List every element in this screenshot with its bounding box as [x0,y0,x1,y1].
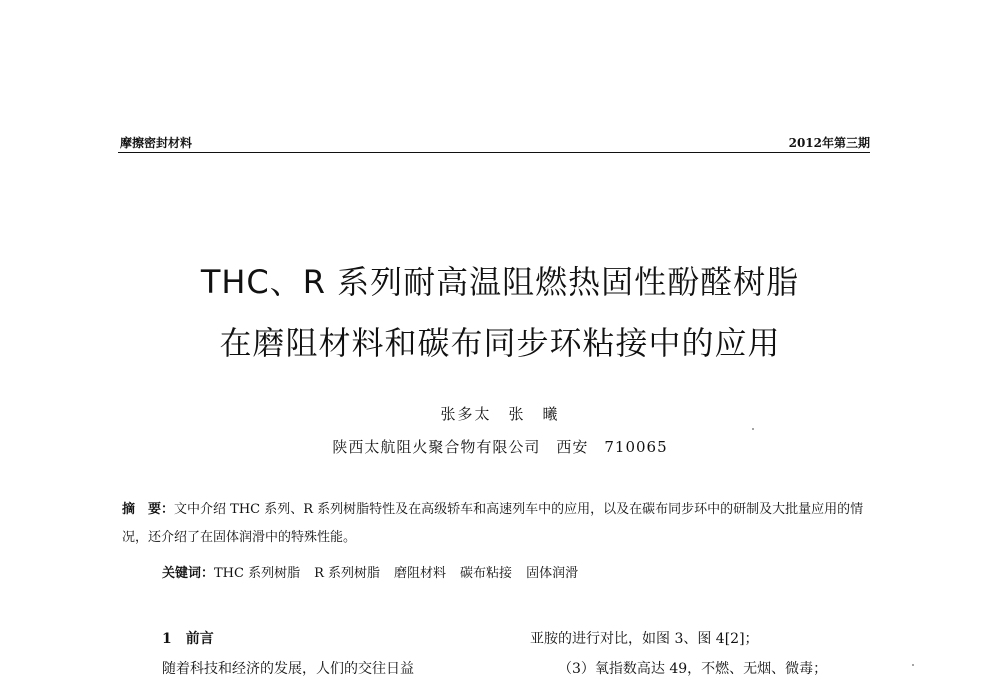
body-line: 亚胺的进行对比，如图 3、图 4[2]； [530,631,759,647]
title-line-1: THC、R 系列耐高温阻燃热固性酚醛树脂 [200,263,800,301]
abstract [122,496,872,552]
scan-speck [752,428,754,430]
affiliation: 陕西太航阻火聚合物有限公司 西安 710065 [332,438,668,456]
keywords [162,562,592,581]
authors: 张多太 张 曦 [440,405,560,423]
keywords-label: 关键词： [162,566,215,581]
section-title: 1 前言 [162,631,214,647]
body-line: （3）氧指数高达 49，不燃、无烟、微毒； [558,661,828,677]
keyword: 磨阻材料 [394,566,447,581]
keyword: THC 系列树脂 [214,566,301,581]
keyword: 固体润滑 [526,566,579,581]
body-line: 随着科技和经济的发展，人们的交往日益 [162,661,414,677]
abstract-text: 文中介绍 THC 系列、R 系列树脂特性及在高级轿车和高速列车中的应用，以及在碳布同步环中的研制及大批量应用的情况，还介绍了在固体润滑中的特殊性能。 [122,502,864,545]
keyword: 碳布粘接 [460,566,513,581]
abstract-label: 摘 要： [122,502,175,517]
running-header [120,134,870,152]
title-line-2: 在磨阻材料和碳布同步环粘接中的应用 [219,324,781,362]
header-rule [118,152,870,153]
scan-speck [912,664,914,666]
keyword: R 系列树脂 [314,566,381,581]
body-column-left [162,624,492,684]
body-column-right [530,624,880,684]
issue-label: 2012年第三期 [788,136,870,150]
journal-name: 摩擦密封材料 [120,136,193,150]
